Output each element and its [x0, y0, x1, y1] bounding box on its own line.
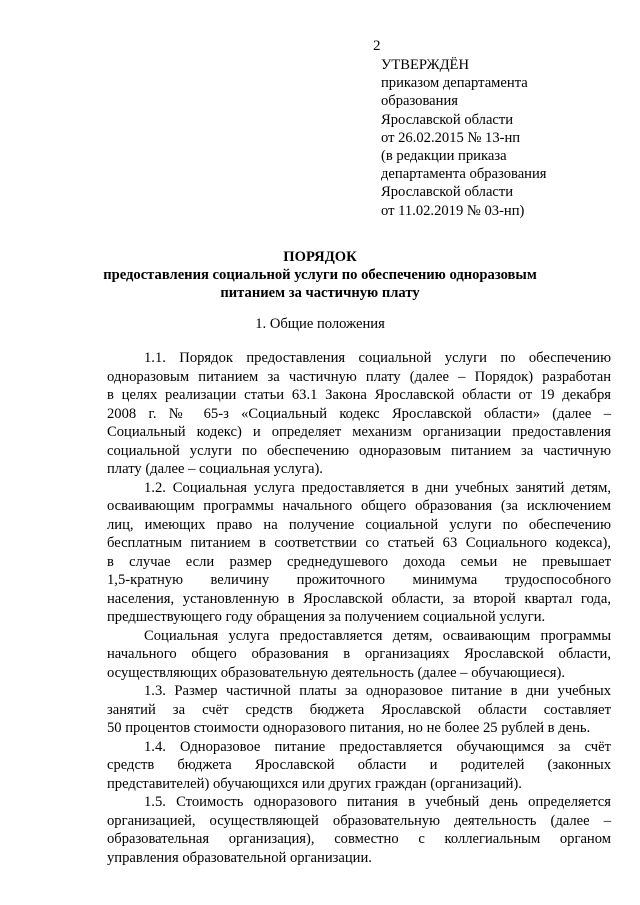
document-body — [107, 349, 611, 867]
approval-line: образования — [381, 93, 458, 110]
paragraph-line: социальной услуги по обеспечению одноразовым питанием за частичную — [107, 442, 611, 459]
paragraph-line: средств бюджета Ярославской области и родителей (законных — [107, 757, 611, 773]
paragraph-line: Социальный кодекс) и определяет механизм организации предоставления — [107, 424, 611, 440]
paragraph-line: 1.3. Размер частичной платы за одноразовое питание в дни учебных — [144, 683, 611, 699]
paragraph — [107, 738, 611, 794]
paragraph-line: осуществляющих образовательную деятельность (далее – обучающиеся). — [107, 664, 566, 681]
title-line: питанием за частичную плату — [220, 285, 420, 302]
paragraph-line: 1.5. Стоимость одноразового питания в учебный день определяется — [144, 794, 611, 810]
paragraph-line: 1,5-кратную величину прожиточного минимума трудоспособного — [107, 572, 611, 588]
paragraph-line: 2008 г. № 65-з «Социальный кодекс Ярославской области» (далее – — [107, 405, 611, 422]
paragraph-line: осваивающим программы начального общего образования (за исключением — [107, 498, 611, 514]
paragraph-line: организацией, осуществляющей образовательную деятельность (далее – — [107, 812, 611, 829]
paragraph-line: населения, установленную в Ярославской области, за второй квартал года, — [107, 590, 611, 607]
approval-line: департамента образования — [381, 166, 547, 183]
paragraph-line: образовательная организация), совместно с коллегиальным органом — [107, 831, 611, 847]
paragraph-line: лиц, имеющих право на получение социальной услуги по обеспечению — [107, 516, 611, 533]
paragraph-line: одноразовым питанием за частичную плату (далее – Порядок) разработан — [107, 368, 611, 385]
title-line: предоставления социальной услуги по обеспечению одноразовым — [103, 267, 537, 284]
paragraph-line: занятий за счёт средств бюджета Ярославской области составляет — [107, 701, 611, 718]
paragraph-line: в случае если размер среднедушевого дохода семьи не превышает — [107, 553, 611, 570]
approval-line: от 11.02.2019 № 03-нп) — [381, 202, 525, 219]
approval-line: Ярославской области — [381, 111, 514, 128]
page-number: 2 — [373, 38, 381, 54]
approval-line: приказом департамента — [381, 75, 528, 92]
approval-line: (в редакции приказа — [381, 148, 507, 165]
title-main: ПОРЯДОК — [283, 249, 357, 265]
approval-stamp — [381, 56, 547, 220]
paragraph-line: плату (далее – социальная услуга). — [107, 461, 323, 477]
paragraph-line: 1.1. Порядок предоставления социальной услуги по обеспечению — [144, 350, 611, 366]
document-title — [0, 248, 640, 303]
section-heading: 1. Общие положения — [255, 316, 385, 332]
paragraph — [107, 793, 611, 867]
paragraph-line: 1.4. Одноразовое питание предоставляется обучающимся за счёт — [144, 738, 611, 755]
paragraph-line: 50 процентов стоимости одноразового питания, но не более 25 рублей в день. — [107, 720, 591, 736]
approval-line: от 26.02.2015 № 13-нп — [381, 129, 521, 146]
paragraph-line: в целях реализации статьи 63.1 Закона Ярославской области от 19 декабря — [107, 387, 611, 403]
paragraph-line: управления образовательной организации. — [107, 849, 372, 866]
paragraph — [107, 682, 611, 738]
paragraph-line: Социальная услуга предоставляется детям, осваивающим программы — [144, 627, 611, 644]
approval-line: УТВЕРЖДЁН — [381, 57, 469, 73]
paragraph — [107, 479, 611, 627]
paragraph-line: представителей) обучающихся или других граждан (организаций). — [107, 775, 522, 792]
approval-line: Ярославской области — [381, 184, 514, 201]
paragraph-line: бесплатным питанием в соответствии со статьей 63 Социального кодекса), — [107, 535, 611, 551]
paragraph — [107, 349, 611, 479]
paragraph — [107, 627, 611, 683]
paragraph-line: предшествующего году обращения за получением социальной услуги. — [107, 609, 546, 625]
paragraph-line: начального общего образования в организациях Ярославской области, — [107, 646, 611, 662]
paragraph-line: 1.2. Социальная услуга предоставляется в дни учебных занятий детям, — [144, 479, 611, 496]
